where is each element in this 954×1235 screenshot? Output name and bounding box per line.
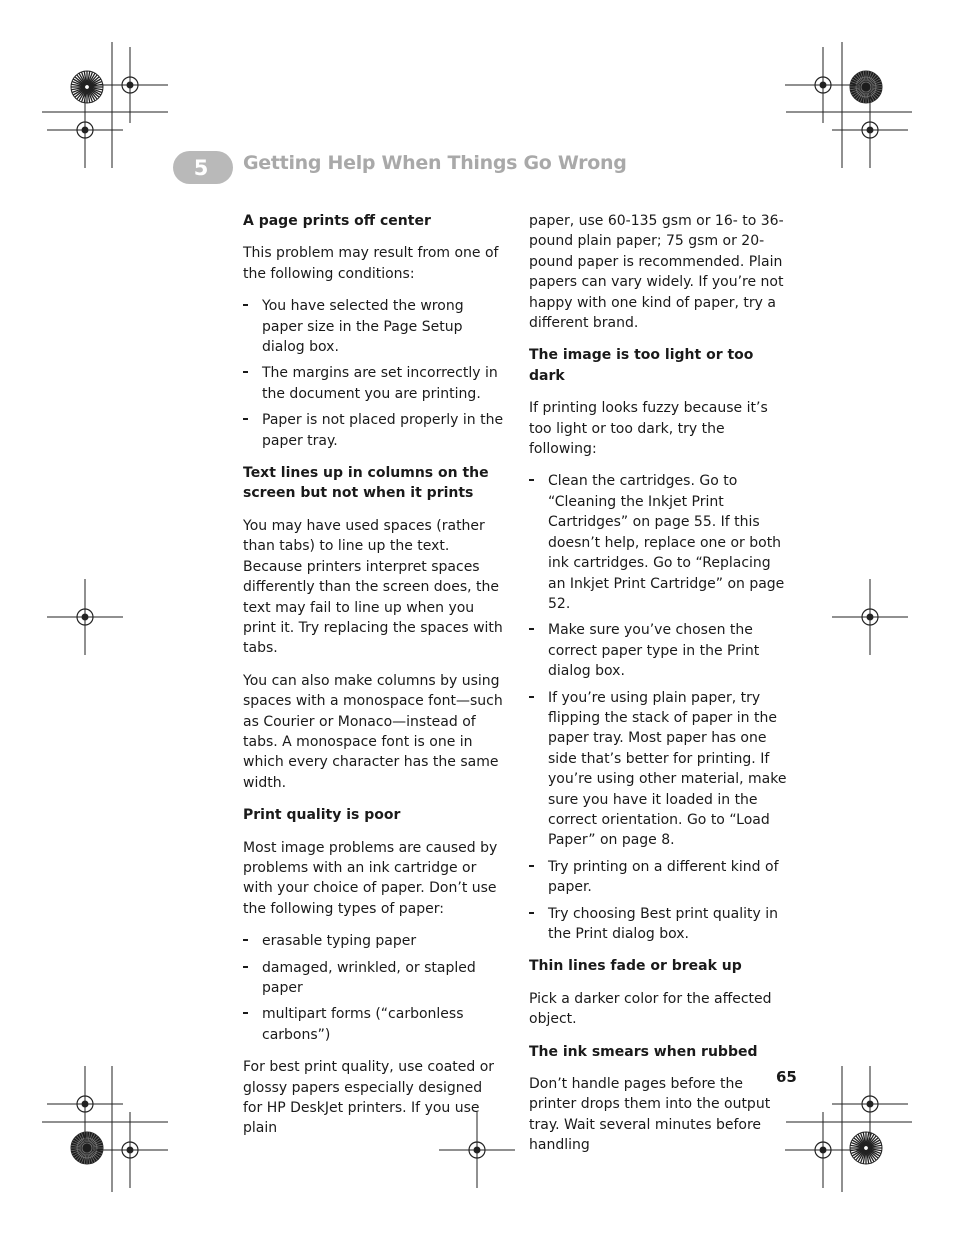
chapter-number-badge xyxy=(173,151,233,184)
section-paragraph: You may have used spaces (rather than tabs) to line up the text. Because printers interpret spaces differently than the screen does, the text may fail to line up when you print it. Try replacing the spaces with tabs. xyxy=(243,517,503,657)
registration-target-dot xyxy=(867,1101,874,1108)
list-item: Paper is not placed properly in the paper tray. xyxy=(243,410,505,451)
section-heading-columns: Text lines up in columns on the screen but not when it prints xyxy=(243,465,489,502)
section-paragraph: You can also make columns by using spaces with a monospace font—such as Courier or Monaco—instead of tabs. A monospace font is one in which every character has the same width. xyxy=(243,672,503,791)
section-paragraph: Most image problems are caused by problems with an ink cartridge or with your choice of paper. Don’t use the following types of paper: xyxy=(243,839,498,917)
section-heading-ink-smears: The ink smears when rubbed xyxy=(529,1043,758,1060)
registration-target-dot xyxy=(82,127,89,134)
list-item: multipart forms (“carbonless carbons”) xyxy=(243,1004,505,1045)
starburst-center xyxy=(861,82,871,92)
list-item: Try printing on a different kind of paper. xyxy=(529,857,791,898)
section-paragraph: For best print quality, use coated or glossy papers especially designed for HP DeskJet printers. If you use plain xyxy=(243,1059,495,1137)
bullet-list-light-dark xyxy=(529,471,791,944)
registration-target-dot xyxy=(127,82,134,89)
section-heading-thin-lines: Thin lines fade or break up xyxy=(529,958,742,975)
registration-target-dot xyxy=(820,1147,827,1154)
section-heading-off-center: A page prints off center xyxy=(243,213,431,229)
section-paragraph: Don’t handle pages before the printer drops them into the output tray. Wait several minutes before handling xyxy=(529,1076,771,1154)
registration-target-dot xyxy=(867,614,874,621)
list-item: damaged, wrinkled, or stapled paper xyxy=(243,958,505,999)
section-paragraph: Pick a darker color for the affected object. xyxy=(529,990,772,1028)
list-item: Make sure you’ve chosen the correct paper type in the Print dialog box. xyxy=(529,620,791,681)
left-column xyxy=(243,211,505,1151)
list-item: You have selected the wrong paper size in the Page Setup dialog box. xyxy=(243,296,505,357)
page-number: 65 xyxy=(776,1068,797,1086)
section-paragraph-continued: paper, use 60-135 gsm or 16- to 36-pound plain paper; 75 gsm or 20-pound paper is recommended. Plain papers can vary widely. If you’re not happy with one kind of paper, try a different brand. xyxy=(529,213,784,332)
list-item: If you’re using plain paper, try flipping the stack of paper in the paper tray. Most paper has one side that’s better for printing. If you’re using other material, make sure you have it loaded in the correct orientation. Go to “Load Paper” on page 8. xyxy=(529,688,791,851)
list-item: Try choosing Best print quality in the Print dialog box. xyxy=(529,904,791,945)
registration-target-dot xyxy=(820,82,827,89)
chapter-number: 5 xyxy=(193,155,209,180)
section-heading-light-dark: The image is too light or too dark xyxy=(529,347,754,384)
starburst-center xyxy=(82,1143,92,1153)
list-item: Clean the cartridges. Go to “Cleaning the Inkjet Print Cartridges” on page 55. If this doesn’t help, replace one or both ink cartridges. Go to “Replacing an Inkjet Print Cartridge” on page 52. xyxy=(529,471,791,614)
registration-target-dot xyxy=(867,127,874,134)
chapter-title: Getting Help When Things Go Wrong xyxy=(243,152,627,174)
list-item: erasable typing paper xyxy=(243,931,505,951)
registration-target-dot xyxy=(82,1101,89,1108)
section-paragraph: This problem may result from one of the following conditions: xyxy=(243,245,499,282)
bullet-list-paper-types xyxy=(243,931,505,1045)
registration-target-dot xyxy=(127,1147,134,1154)
list-item: The margins are set incorrectly in the document you are printing. xyxy=(243,363,505,404)
bullet-list-off-center xyxy=(243,296,505,451)
section-paragraph: If printing looks fuzzy because it’s too light or too dark, try the following: xyxy=(529,400,768,458)
right-column xyxy=(529,211,791,1168)
section-heading-print-quality: Print quality is poor xyxy=(243,807,401,824)
registration-target-dot xyxy=(82,614,89,621)
